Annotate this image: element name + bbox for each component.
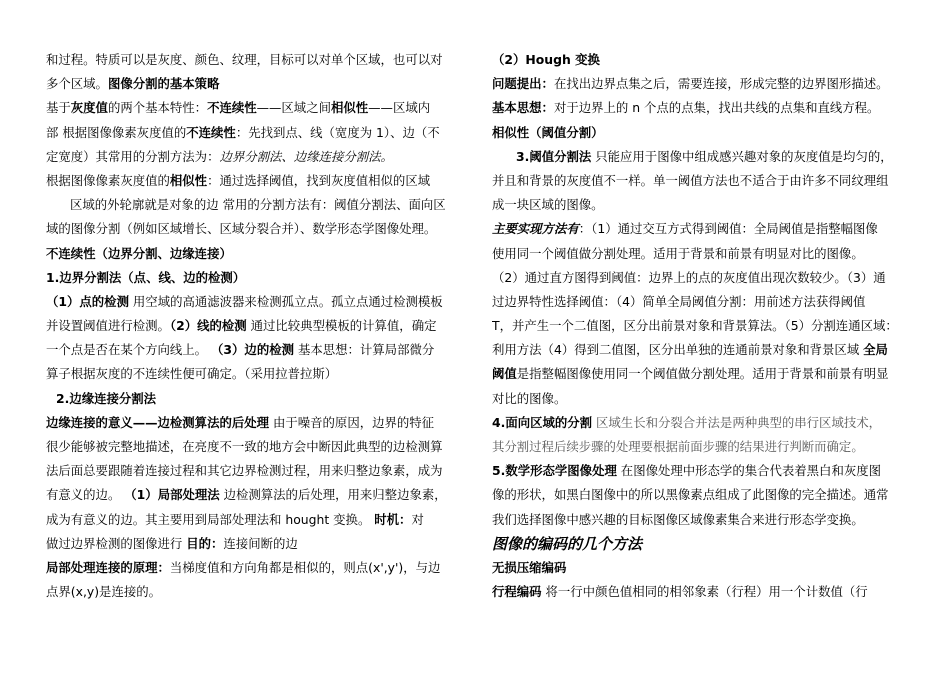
text-span: 并设置阈值进行检测。 — [46, 318, 170, 334]
text-span: 做过边界检测的图像进行 — [46, 535, 187, 551]
text-span: 利用方法（4）得到二值图，区分出单独的连通前景对象和背景区域 — [492, 342, 864, 358]
text-span: 通过比较典型模板的计算值，确定 — [246, 318, 437, 334]
text-line: 我们选择图像中感兴趣的目标图像区域像素集合来进行形态学变换。 — [492, 511, 864, 527]
term: 边缘连接的意义——边检测算法的后处理 — [46, 414, 270, 430]
emphasis: 主要实现方法有 — [492, 221, 579, 237]
text-span: 在图像处理中形态学的集合代表着黑白和灰度图 — [616, 463, 882, 479]
text-line: 对比的图像。 — [492, 390, 567, 406]
text-span: ：通过选择阈值，找到灰度值相似的区域 — [207, 172, 431, 188]
term: 不连续性 — [186, 124, 236, 140]
text-line: 区域的外轮廓就是对象的边 常用的分割方法有：阈值分割法、面向区 — [70, 197, 446, 213]
section-heading: 相似性（阈值分割） — [492, 124, 604, 140]
text-span: 基本思想：计算局部微分 — [294, 342, 435, 358]
text-line — [492, 217, 906, 241]
text-span: 由于噪音的原因，边界的特征 — [269, 414, 435, 430]
term: 局部处理连接的原理： — [46, 559, 170, 575]
text-line — [492, 580, 906, 604]
text-span: 将一行中颜色值相同的相邻象素（行程）用一个计数值（行 — [541, 584, 868, 600]
term: 4.面向区域的分割 — [492, 414, 593, 430]
section-heading: 不连续性（边界分割、边缘连接） — [46, 245, 232, 261]
term: 全局 — [863, 342, 888, 358]
text-line: 很少能够被完整地描述，在亮度不一致的地方会中断因此典型的边检测算 — [46, 439, 443, 454]
term: 灰度值 — [70, 100, 108, 116]
text-line: 法后面总要跟随着连接过程和其它边界检测过程，用来归整边象素，成为 — [46, 463, 443, 479]
right-column — [492, 48, 906, 604]
text-span: ——区域内 — [368, 100, 431, 116]
text-span: 部 根据图像像素灰度值的 — [46, 124, 187, 140]
text-span: 根据图像像素灰度值的 — [46, 172, 170, 188]
term: 5.数学形态学图像处理 — [492, 463, 617, 479]
section-title-text: 图像的编码的几个方法 — [492, 534, 643, 553]
section-heading: 无损压缩编码 — [492, 559, 567, 575]
text-line — [46, 556, 460, 580]
section-heading: 图像分割的基本策略 — [107, 76, 220, 92]
text-span: 用空域的高通滤波器来检测孤立点。孤立点通过检测模板 — [128, 293, 443, 309]
text-span: 区域生长和分裂合并法是两种典型的串行区域技术， — [592, 414, 882, 430]
text-line — [46, 338, 460, 362]
text-span: 只能应用于图像中组成感兴趣对象的灰度值是均匀的， — [591, 148, 893, 164]
text-span: 成为有意义的边。其主要用到局部处理法和 hought 变换。 — [46, 511, 375, 527]
left-column — [46, 48, 460, 604]
term: 相似性 — [169, 172, 208, 188]
text-span: ：（1）通过交互方式得到阈值：全局阈值是指整幅图像 — [578, 221, 878, 237]
text-span: 多个区域。 — [46, 76, 108, 92]
text-line — [46, 169, 460, 193]
text-line — [492, 145, 906, 169]
emphasis: 边界分割法、边缘连接分割法。 — [219, 148, 393, 164]
term: 问题提出： — [492, 76, 554, 92]
text-line: 点界(x,y)是连接的。 — [46, 584, 162, 600]
text-span: ：先找到点、线（宽度为 1）、边（不 — [235, 124, 440, 140]
text-line: 算子根据灰度的不连续性便可确定。（采用拉普拉斯） — [46, 366, 338, 382]
text-line — [46, 532, 460, 556]
text-line — [46, 72, 460, 96]
text-line: 并且和背景的灰度值不一样。单一阈值方法也不适合于由许多不同纹理组 — [492, 172, 889, 188]
text-line: 像的形状，如黑白图像中的所以黑像素点组成了此图像的完全描述。通常 — [492, 487, 889, 503]
term: 阈值 — [492, 366, 517, 382]
section-heading: 2.边缘连接分割法 — [56, 390, 157, 406]
text-span: 在找出边界点集之后，需要连接，形成完整的边界图形描述。 — [553, 76, 889, 92]
term: 时机： — [374, 511, 412, 527]
text-span: 基于 — [46, 100, 71, 116]
text-line: 过边界特性选择阈值：（4）简单全局阈值分割：用前述方法获得阈值 — [492, 293, 866, 309]
text-line — [492, 338, 906, 362]
term: 基本思想： — [492, 100, 554, 116]
text-line — [492, 72, 906, 96]
term: 不连续性 — [207, 100, 257, 116]
section-heading: （2）Hough 变换 — [492, 52, 600, 67]
text-span: 定宽度）其常用的分割方法为： — [46, 148, 220, 164]
section-title — [492, 532, 906, 556]
text-span: 连接间断的边 — [223, 535, 298, 551]
text-span: 当梯度值和方向角都是相似的，则点(x',y')，与边 — [169, 559, 441, 575]
term: 3.阈值分割法 — [516, 148, 592, 164]
term: 目的： — [186, 535, 224, 551]
term: 行程编码 — [492, 584, 542, 600]
term: （1）点的检测 — [46, 293, 129, 309]
text-line: 其分割过程后续步骤的处理要根据前面步骤的结果进行判断而确定。 — [492, 439, 864, 454]
section-heading: 1.边界分割法（点、线、边的检测） — [46, 269, 246, 285]
text-line: 成一块区域的图像。 — [492, 197, 604, 213]
text-span: 对于边界上的 n 个点的点集，找出共线的点集和直线方程。 — [553, 100, 880, 116]
text-line — [492, 362, 906, 386]
text-line: 域的图像分割（例如区域增长、区域分裂合并）、数学形态学图像处理。 — [46, 221, 437, 237]
text-line — [46, 411, 460, 435]
text-line — [46, 145, 460, 169]
text-line — [46, 314, 460, 338]
term: （1）局部处理法 — [124, 487, 220, 503]
text-span: ——区域之间 — [256, 100, 331, 116]
term: （2）线的检测 — [169, 318, 247, 334]
term: 相似性 — [330, 100, 369, 116]
text-line: 和过程。特质可以是灰度、颜色、纹理，目标可以对单个区域，也可以对 — [46, 52, 443, 67]
text-line — [46, 121, 460, 145]
text-line: 使用同一个阈值做分割处理。适用于背景和前景有明显对比的图像。 — [492, 245, 864, 261]
text-line — [46, 290, 460, 314]
term: （3）边的检测 — [211, 342, 294, 358]
text-line — [46, 508, 460, 532]
text-line — [46, 96, 460, 120]
text-line: T，并产生一个二值图，区分出前景对象和背景算法。（5）分割连通区域： — [492, 318, 898, 334]
text-span: 对 — [411, 511, 424, 527]
text-line — [492, 459, 906, 483]
text-span: 一个点是否在某个方向线上。 — [46, 342, 212, 358]
text-span: 是指整幅图像使用同一个阈值做分割处理。适用于背景和前景有明显 — [516, 366, 889, 382]
text-span: 边检测算法的后处理，用来归整边象素， — [219, 487, 447, 503]
text-line — [492, 96, 906, 120]
text-line — [492, 411, 906, 435]
text-line — [46, 483, 460, 507]
text-line: （2）通过直方图得到阈值：边界上的点的灰度值出现次数较少。（3）通 — [492, 269, 886, 285]
text-span: 有意义的边。 — [46, 487, 125, 503]
text-span: 的两个基本特性： — [107, 100, 208, 116]
